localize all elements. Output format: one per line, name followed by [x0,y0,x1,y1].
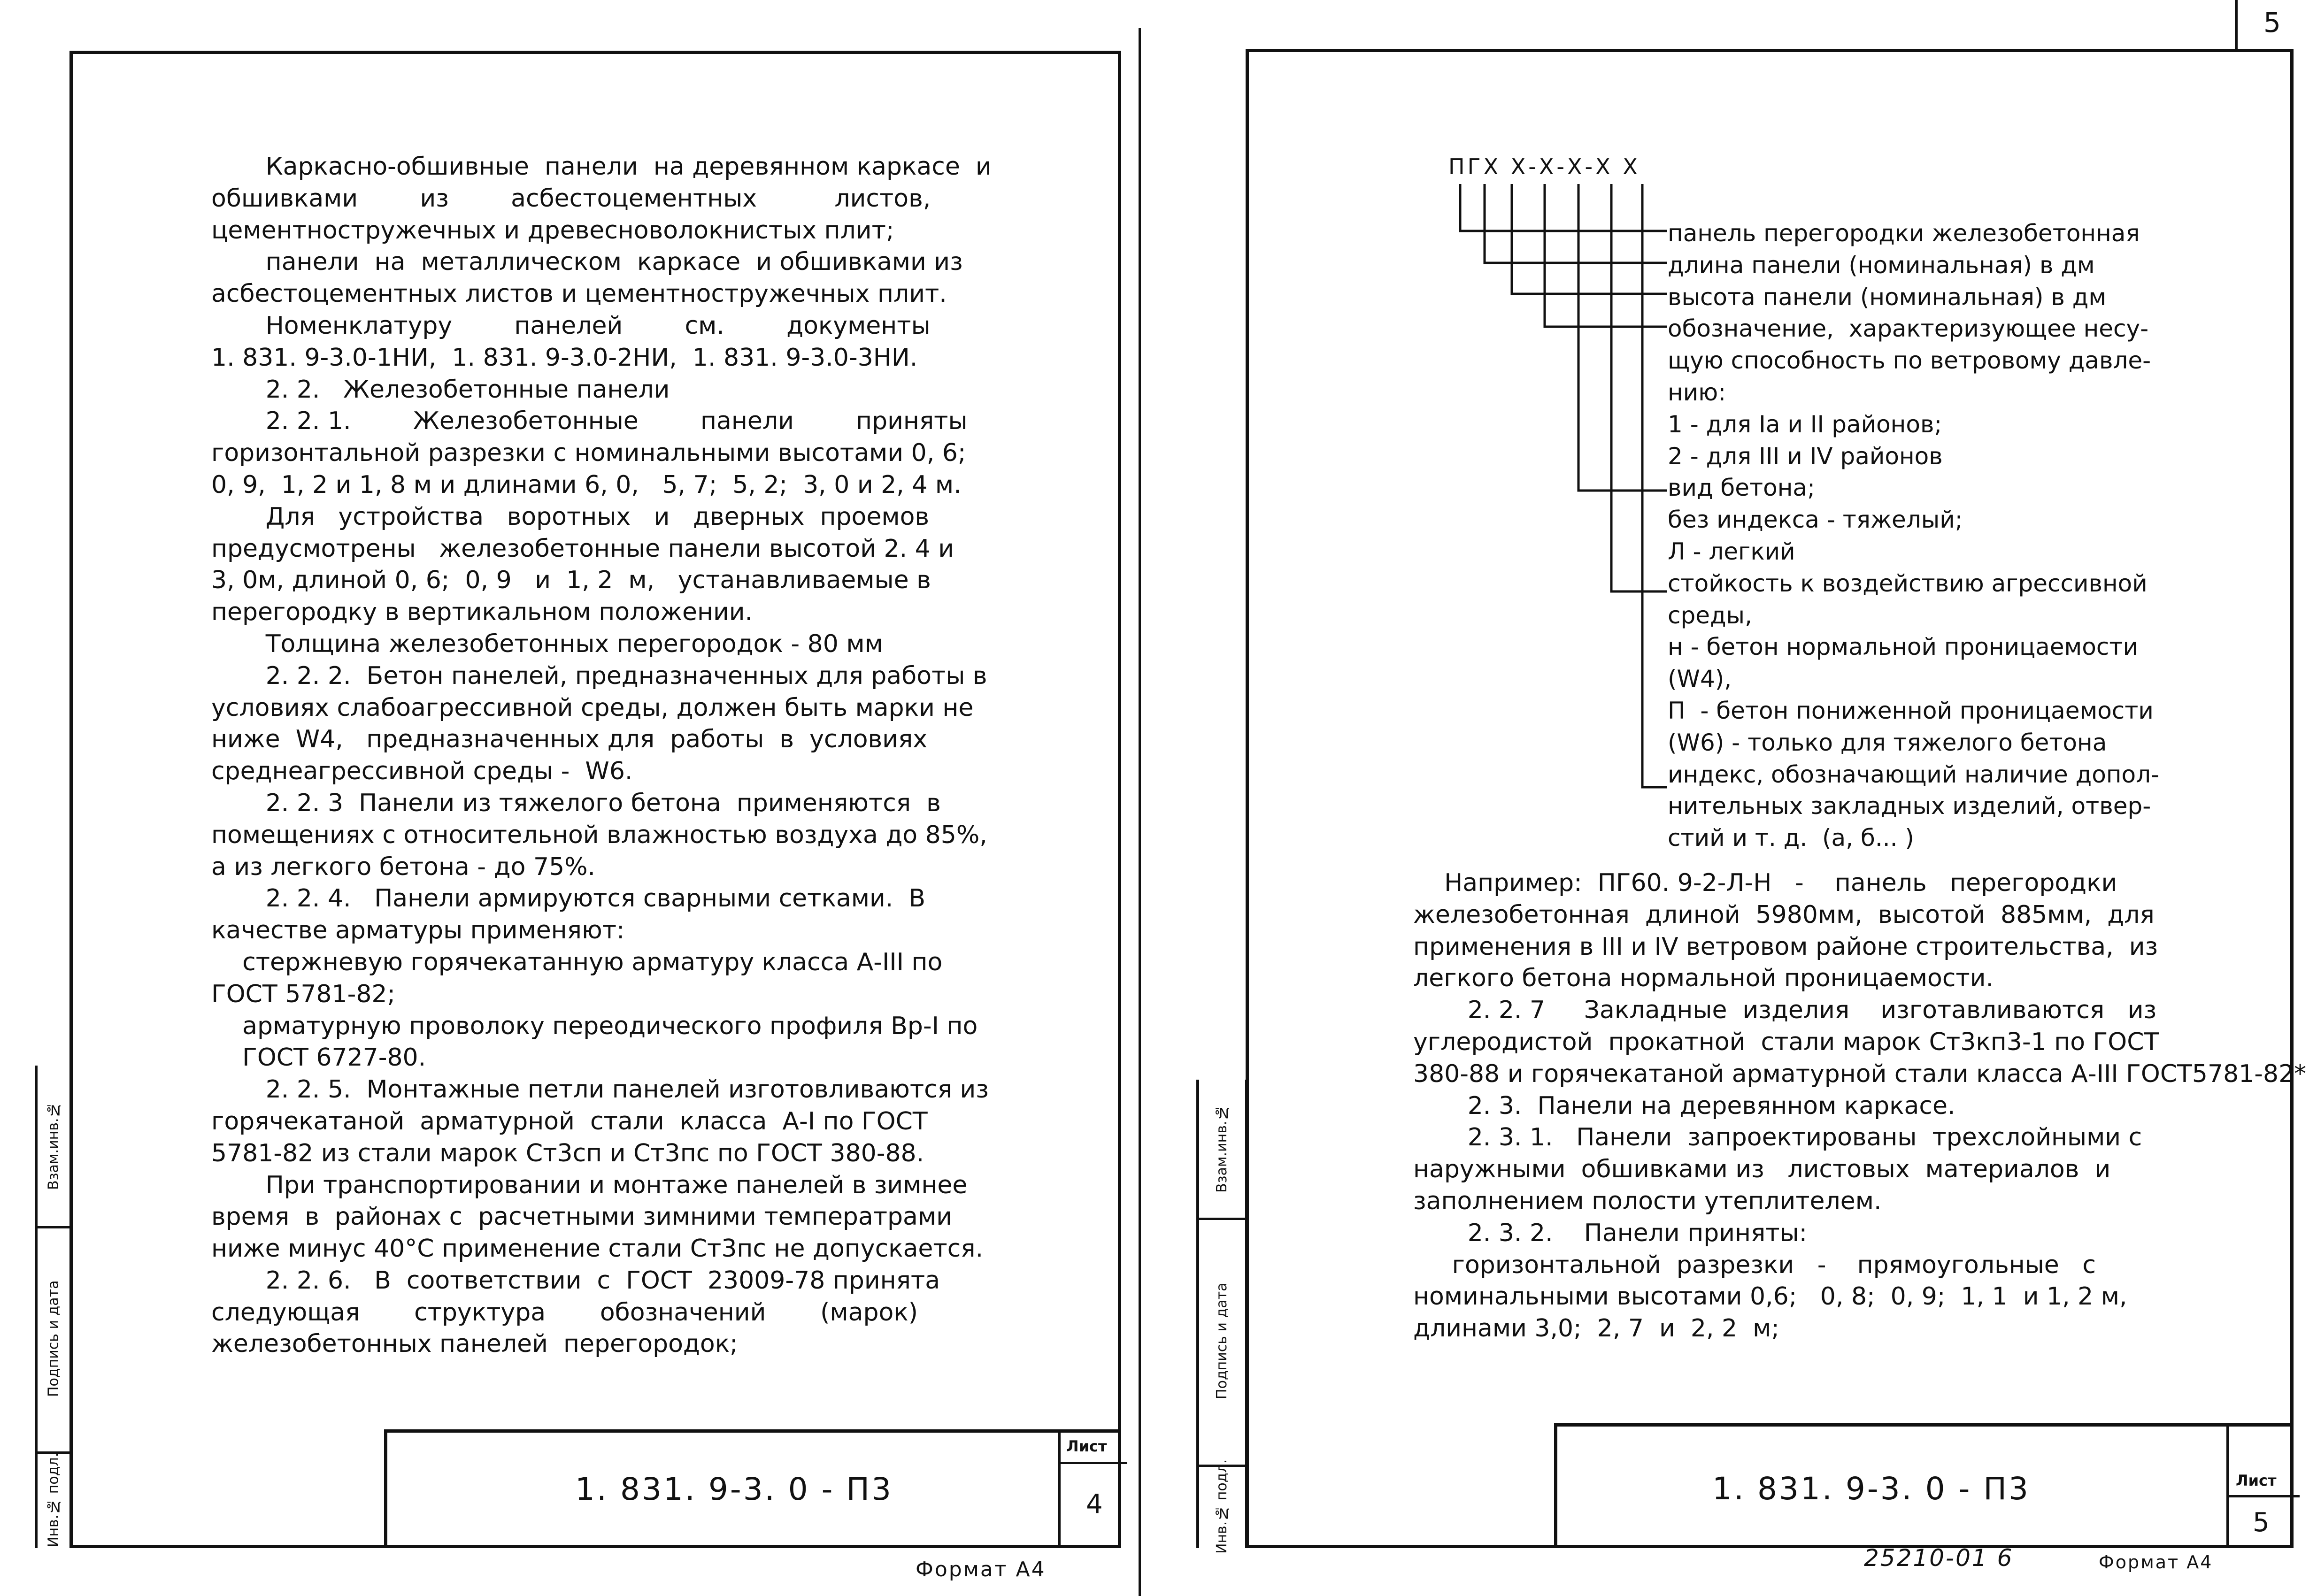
text-line: 1 - для Iа и II районов; [1668,410,1942,438]
left-page-text [211,151,992,1360]
right-sign-date-label: Подпись и дата [1214,1282,1230,1400]
right-inv-no-label: Инв.№ подл. [1214,1459,1230,1554]
text-line: 5781-82 из стали марок Ст3сп и Ст3пс по ГОСТ 380-88. [211,1139,924,1167]
right-document-code: 1. 831. 9-3. 0 - П3 [1712,1471,2031,1507]
left-document-code: 1. 831. 9-3. 0 - П3 [575,1471,893,1507]
text-line: стий и т. д. (а, б... ) [1668,824,1914,852]
left-sign-date-label: Подпись и дата [45,1280,62,1397]
text-line: 2. 3. 1. Панели запроектированы трехслойными с [1413,1123,2142,1152]
text-line: асбестоцементных листов и цементностружечных плит. [211,280,947,308]
right-sheet-box [2226,1427,2297,1548]
text-line: ниже минус 40°С применение стали Ст3пс не допускается. [211,1235,984,1263]
text-line: время в районах с расчетными зимними температрами [211,1203,952,1231]
text-line: ГОСТ 5781-82; [211,980,396,1008]
text-line: 2. 2. 5. Монтажные петли панелей изготовливаются из [211,1075,989,1104]
left-sheet-label: Лист [1066,1437,1107,1455]
tree-branch-index [1642,184,1667,787]
text-line: панели на металлическом каркасе и обшивками из [211,248,963,276]
left-vzam-label: Взам.инв.№ [45,1101,62,1190]
text-line: горизонтальной разрезки с номинальными высотами 0, 6; [211,439,966,468]
right-sidebar-divider [1199,1218,1245,1220]
text-line: индекс, обозначающий наличие допол- [1668,760,2160,788]
text-line: качестве арматуры применяют: [211,916,625,945]
text-line: номинальными высотами 0,6; 0, 8; 0, 9; 1, 1 и 1, 2 м, [1413,1282,2127,1311]
text-line: стержневую горячекатанную арматуру класса А-III по [211,948,943,976]
text-line: обозначение, характеризующее несу- [1668,315,2149,343]
text-line: 2. 2. Железобетонные панели [211,375,670,404]
text-line: 2. 2. 1. Железобетонные панели приняты [211,407,968,436]
text-line: 1. 831. 9-3.0-1НИ, 1. 831. 9-3.0-2НИ, 1. 831. 9-3.0-3НИ. [211,343,918,372]
corner-page-box [2235,0,2317,49]
text-line: 2. 2. 7 Закладные изделия изготавливаются из [1413,996,2157,1025]
text-line: высота панели (номинальная) в дм [1668,283,2107,311]
text-line: длина панели (номинальная) в дм [1668,251,2095,279]
right-sheet-label: Лист [2236,1472,2277,1489]
text-line: нию: [1668,378,1726,406]
text-line: 3, 0м, длиной 0, 6; 0, 9 и 1, 2 м, устанавливаемые в [211,566,931,595]
text-line: 2. 2. 2. Бетон панелей, предназначенных для работы в [211,661,987,690]
text-line: помещениях с относительной влажностью воздуха до 85%, [211,821,987,849]
text-line: наружными обшивками из листовых материалов и [1413,1155,2111,1184]
text-line: 2. 2. 6. В соответствии с ГОСТ 23009-78 принята [211,1266,940,1295]
right-sheet-divider [2229,1495,2300,1497]
right-format-label: Формат А4 [2099,1552,2213,1573]
left-sidebar-divider [38,1451,70,1454]
text-line: (W6) - только для тяжелого бетона [1668,729,2107,756]
text-line: Каркасно-обшивные панели на деревянном каркасе и [211,153,992,181]
tree-branch-resistance [1611,184,1667,591]
text-line: Номенклатуру панелей см. документы [211,311,931,340]
text-line: заполнением полости утеплителем. [1413,1187,1882,1215]
text-line: При транспортировании и монтаже панелей в зимнее [211,1171,968,1199]
text-line: Толщина железобетонных перегородок - 80 мм [211,629,883,658]
left-format-label: Формат А4 [916,1558,1046,1581]
text-line: 0, 9, 1, 2 и 1, 8 м и длинами 6, 0, 5, 7; 5, 2; 3, 0 и 2, 4 м. [211,470,962,499]
text-line: условиях слабоагрессивной среды, должен быть марки не [211,693,974,722]
mark-legend [1668,218,2194,854]
text-line: 2. 3. 2. Панели приняты: [1413,1219,1808,1247]
left-inv-no-label: Инв.№ подл. [45,1452,62,1547]
text-line: следующая структура обозначений (марок) [211,1298,918,1327]
right-title-block [1554,1423,2294,1548]
left-sidebar-divider [38,1226,70,1228]
text-line: 2. 2. 4. Панели армируются сварными сетками. В [211,884,925,913]
text-line: цементностружечных и древесноволокнистых плит; [211,216,894,245]
page-fold-line [1139,28,1141,1596]
right-bottom-number: 25210-01 6 [1864,1544,2014,1572]
text-line: перегородку в вертикальном положении. [211,598,753,627]
mark-tree-diagram [1446,184,1667,808]
left-binding-strip [35,1066,73,1548]
text-line: горячекатаной арматурной стали класса А-I по ГОСТ [211,1107,928,1136]
text-line: 2. 3. Панели на деревянном каркасе. [1413,1091,1955,1120]
text-line: длинами 3,0; 2, 7 и 2, 2 м; [1413,1314,1779,1343]
text-line: среднеагрессивной среды - W6. [211,757,633,786]
corner-page-number: 5 [2263,7,2281,38]
text-line: углеродистой прокатной стали марок Ст3кп3-1 по ГОСТ [1413,1028,2159,1056]
text-line: нительных закладных изделий, отвер- [1668,792,2151,820]
left-sheet-divider [1061,1462,1127,1464]
text-line: Например: ПГ60. 9-2-Л-Н - панель перегородки [1413,869,2117,897]
text-line: Л - легкий [1668,537,1795,565]
text-line: панель перегородки железобетонная [1668,220,2140,247]
text-line: арматурную проволоку переодического профиля Вр-I по [211,1012,978,1040]
text-line: применения в III и IV ветровом районе строительства, из [1413,932,2158,961]
text-line: (W4), [1668,665,1732,693]
text-line: щую способность по ветровому давле- [1668,347,2151,375]
text-line: легкого бетона нормальной проницаемости. [1413,964,1994,993]
text-line: 2 - для III и IV районов [1668,442,1943,470]
text-line: железобетонная длиной 5980мм, высотой 885мм, для [1413,900,2155,929]
text-line: ниже W4, предназначенных для работы в условиях [211,725,928,754]
text-line: вид бетона; [1668,474,1815,502]
text-line: среды, [1668,601,1752,629]
text-line: без индекса - тяжелый; [1668,506,1963,534]
left-title-block [384,1429,1121,1548]
text-line: стойкость к воздействию агрессивной [1668,569,2148,597]
text-line: а из легкого бетона - до 75%. [211,852,596,881]
text-line: ГОСТ 6727-80. [211,1044,426,1072]
text-line: 2. 2. 3 Панели из тяжелого бетона применяются в [211,789,941,817]
right-sidebar-divider [1199,1465,1245,1467]
text-line: железобетонных панелей перегородок; [211,1330,738,1358]
left-sheet-number: 4 [1086,1489,1103,1519]
right-page-text [1413,867,2307,1345]
left-sheet-box [1058,1433,1124,1548]
text-line: горизонтальной разрезки - прямоугольные с [1413,1251,2096,1279]
text-line: н - бетон нормальной проницаемости [1668,633,2138,661]
text-line: 380-88 и горячекатаной арматурной стали класса А-III ГОСТ5781-82* [1413,1059,2307,1088]
tree-branch-type [1460,184,1667,231]
mark-code: ПГХ Х-Х-Х-Х Х [1448,154,1640,179]
text-line: П - бетон пониженной проницаемости [1668,697,2154,724]
right-binding-strip [1196,1080,1248,1554]
text-line: Для устройства воротных и дверных проемов [211,502,930,531]
right-vzam-label: Взам.инв.№ [1214,1104,1230,1193]
text-line: предусмотрены железобетонные панели высотой 2. 4 и [211,534,955,563]
right-sheet-number: 5 [2253,1507,2270,1538]
tree-branch-load [1545,184,1667,327]
text-line: обшивками из асбестоцементных листов, [211,184,931,213]
